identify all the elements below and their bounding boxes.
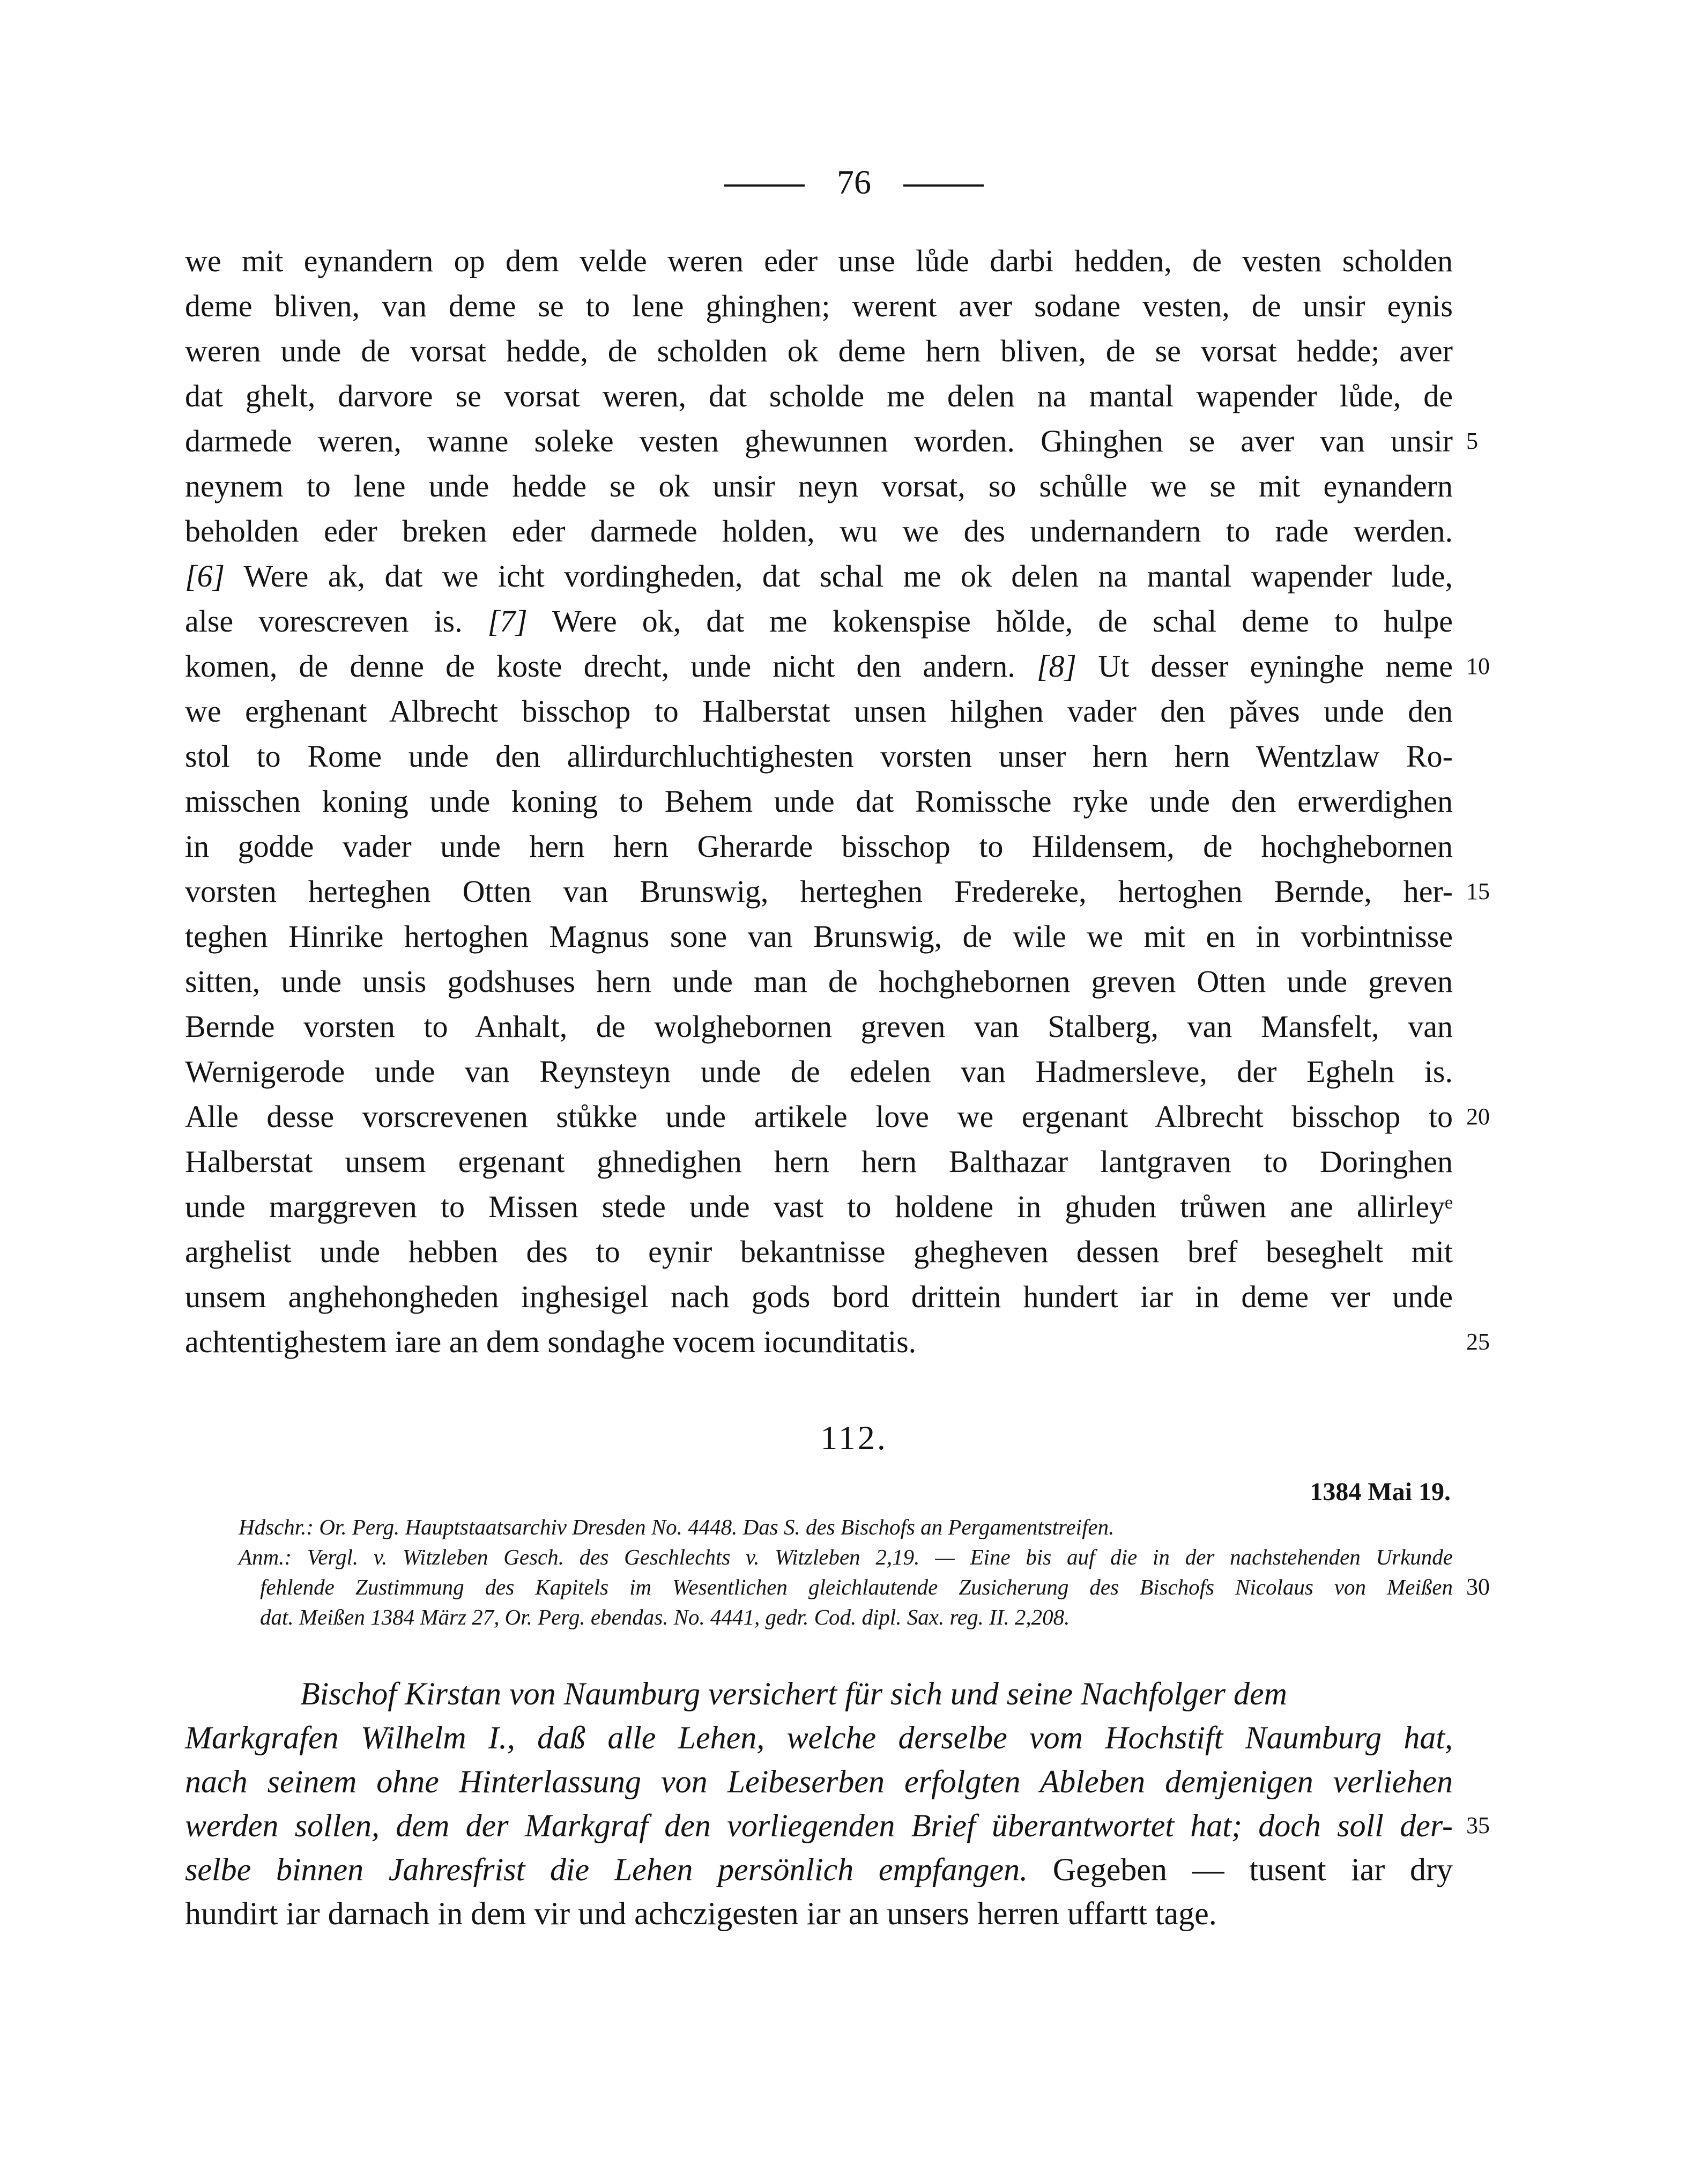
page-number	[0, 161, 1708, 204]
note-line	[239, 1512, 1453, 1542]
text-line	[185, 554, 1453, 599]
document-notes	[239, 1512, 1490, 1632]
document-number: 112.	[820, 1419, 888, 1457]
summary-line	[185, 1672, 1453, 1716]
note-text: fehlende Zustimmung des Kapitels im Wesentlichen gleichlautende Zusicherung des Bischofs Nicolaus von Meißen	[260, 1575, 1453, 1599]
note-text: dat. Meißen 1384 März 27, Or. Perg. ebendas. No. 4441, gedr. Cod. dipl. Sax. reg. II. 2,208.	[260, 1605, 1070, 1629]
page-number-dash-right	[903, 184, 984, 187]
summary-line	[185, 1716, 1453, 1760]
main-text	[185, 239, 1490, 1365]
text-line	[185, 689, 1453, 734]
summary-line	[185, 1892, 1453, 1936]
summary-line	[185, 1804, 1490, 1848]
document-summary	[185, 1672, 1490, 1936]
line-text: Were ok, dat me kokenspise hǒlde, de schal deme to hulpe	[527, 604, 1453, 639]
text-line	[185, 1229, 1453, 1274]
summary-text: Bischof Kirstan von Naumburg versichert für sich und seine Nachfolger dem	[300, 1676, 1287, 1711]
line-number: 10	[1466, 653, 1490, 679]
text-line	[185, 464, 1453, 509]
summary-text: Markgrafen Wilhelm I., daß alle Lehen, welche derselbe vom Hochstift Naumburg hat,	[185, 1720, 1453, 1755]
summary-line	[185, 1848, 1453, 1892]
line-text: stol to Rome unde den allirdurchluchtighesten vorsten unser hern hern Wentzlaw Ro-	[185, 739, 1453, 774]
text-line	[185, 644, 1490, 689]
text-line	[185, 914, 1453, 959]
note-text: Anm.: Vergl. v. Witzleben Gesch. des Geschlechts v. Witzleben 2,19. — Eine bis auf die in der nachstehenden Urkunde	[239, 1545, 1453, 1569]
line-number: 30	[1466, 1574, 1490, 1600]
line-number: 35	[1466, 1812, 1490, 1838]
text-line	[185, 239, 1453, 284]
text-line	[185, 779, 1453, 824]
line-text: Halberstat unsem ergenant ghnedighen hern hern Balthazar lantgraven to Doringhen	[185, 1144, 1453, 1179]
quoted-text: Gegeben — tusent iar dry	[1028, 1852, 1453, 1887]
text-line	[185, 959, 1453, 1004]
summary-line	[185, 1760, 1453, 1804]
text-line	[185, 1139, 1453, 1184]
line-number: 25	[1466, 1329, 1490, 1355]
section-marker: [7]	[487, 604, 528, 639]
line-text: alse vorescreven is.	[185, 604, 488, 639]
note-line	[239, 1602, 1453, 1632]
line-text: deme bliven, van deme se to lene ghinghen; werent aver sodane vesten, de unsir eynis	[185, 288, 1453, 323]
text-line	[185, 329, 1453, 374]
text-line	[185, 1004, 1453, 1049]
text-line	[185, 734, 1453, 779]
text-line	[185, 419, 1478, 464]
text-line	[185, 284, 1453, 329]
line-text: dat ghelt, darvore se vorsat weren, dat scholde me delen na mantal wapender lůde, de	[185, 379, 1453, 413]
document-date: 1384 Mai 19.	[1310, 1478, 1451, 1506]
line-text: sitten, unde unsis godshuses hern unde man de hochghebornen greven Otten unde greven	[185, 964, 1453, 999]
line-text: we mit eynandern op dem velde weren eder unse lůde darbi hedden, de vesten scholden	[185, 243, 1453, 278]
line-text: Were ak, dat we icht vordingheden, dat schal me ok delen na mantal wapender lude,	[225, 559, 1453, 594]
line-text: achtentighestem iare an dem sondaghe vocem iocunditatis.	[185, 1324, 917, 1359]
summary-text: nach seinem ohne Hinterlassung von Leibeserben erfolgten Ableben demjenigen verliehen	[185, 1764, 1453, 1799]
section-marker: [6]	[185, 559, 225, 594]
line-text: komen, de denne de koste drecht, unde nicht den andern.	[185, 649, 1037, 684]
line-text: Alle desse vorscrevenen stůkke unde artikele love we ergenant Albrecht bisschop to	[185, 1099, 1453, 1134]
summary-text: werden sollen, dem der Markgraf den vorliegenden Brief überantwortet hat; doch soll der-	[185, 1808, 1453, 1843]
page-number-dash-left	[724, 184, 805, 187]
line-text: arghelist unde hebben des to eynir bekantnisse ghegheven dessen bref beseghelt mit	[185, 1234, 1453, 1269]
line-number: 20	[1466, 1103, 1490, 1130]
line-text: neynem to lene unde hedde se ok unsir neyn vorsat, so schůlle we se mit eynandern	[185, 469, 1453, 503]
text-line	[185, 1049, 1453, 1094]
line-text: misschen koning unde koning to Behem unde dat Romissche ryke unde den erwerdighen	[185, 784, 1453, 819]
page-number-value: 76	[837, 163, 871, 201]
line-text: we erghenant Albrecht bisschop to Halberstat unsen hilghen vader den pǎves unde den	[185, 694, 1453, 729]
line-number: 15	[1466, 878, 1490, 904]
line-text: Wernigerode unde van Reynsteyn unde de edelen van Hadmersleve, der Egheln is.	[185, 1054, 1453, 1089]
line-text: Bernde vorsten to Anhalt, de wolghebornen greven van Stalberg, van Mansfelt, van	[185, 1009, 1453, 1044]
note-line	[239, 1572, 1490, 1602]
text-line	[185, 869, 1490, 914]
note-text: Hdschr.: Or. Perg. Hauptstaatsarchiv Dresden No. 4448. Das S. des Bischofs an Pergamentstreifen.	[239, 1515, 1115, 1539]
line-text: unde marggreven to Missen stede unde vast to holdene in ghuden trůwen ane allirleyᵉ	[185, 1189, 1453, 1224]
line-text: beholden eder breken eder darmede holden, wu we des undernandern to rade werden.	[185, 514, 1453, 548]
line-text: weren unde de vorsat hedde, de scholden ok deme hern bliven, de se vorsat hedde; aver	[185, 333, 1453, 368]
text-line	[185, 374, 1453, 419]
text-line	[185, 1184, 1453, 1229]
text-line	[185, 1274, 1453, 1319]
line-text: unsem anghehongheden inghesigel nach gods bord drittein hundert iar in deme ver unde	[185, 1279, 1453, 1314]
line-text: darmede weren, wanne soleke vesten ghewunnen worden. Ghinghen se aver van unsir	[185, 424, 1453, 458]
text-line	[185, 599, 1453, 644]
summary-text: selbe binnen Jahresfrist die Lehen persönlich empfangen.	[185, 1852, 1028, 1887]
line-text: Ut desser eyninghe neme	[1076, 649, 1453, 684]
text-line	[185, 509, 1453, 554]
line-number: 5	[1466, 428, 1478, 454]
line-text: vorsten herteghen Otten van Brunswig, herteghen Fredereke, hertoghen Bernde, her-	[185, 874, 1453, 909]
line-text: in godde vader unde hern hern Gherarde bisschop to Hildensem, de hochghebornen	[185, 829, 1453, 864]
section-marker: [8]	[1036, 649, 1077, 684]
quoted-text: hundirt iar darnach in dem vir und achczigesten iar an unsers herren uffartt tage.	[185, 1896, 1217, 1931]
line-text: teghen Hinrike hertoghen Magnus sone van Brunswig, de wile we mit en in vorbintnisse	[185, 919, 1453, 954]
note-line	[239, 1542, 1453, 1572]
text-line	[185, 824, 1453, 869]
text-line	[185, 1094, 1490, 1139]
text-line	[185, 1319, 1490, 1365]
